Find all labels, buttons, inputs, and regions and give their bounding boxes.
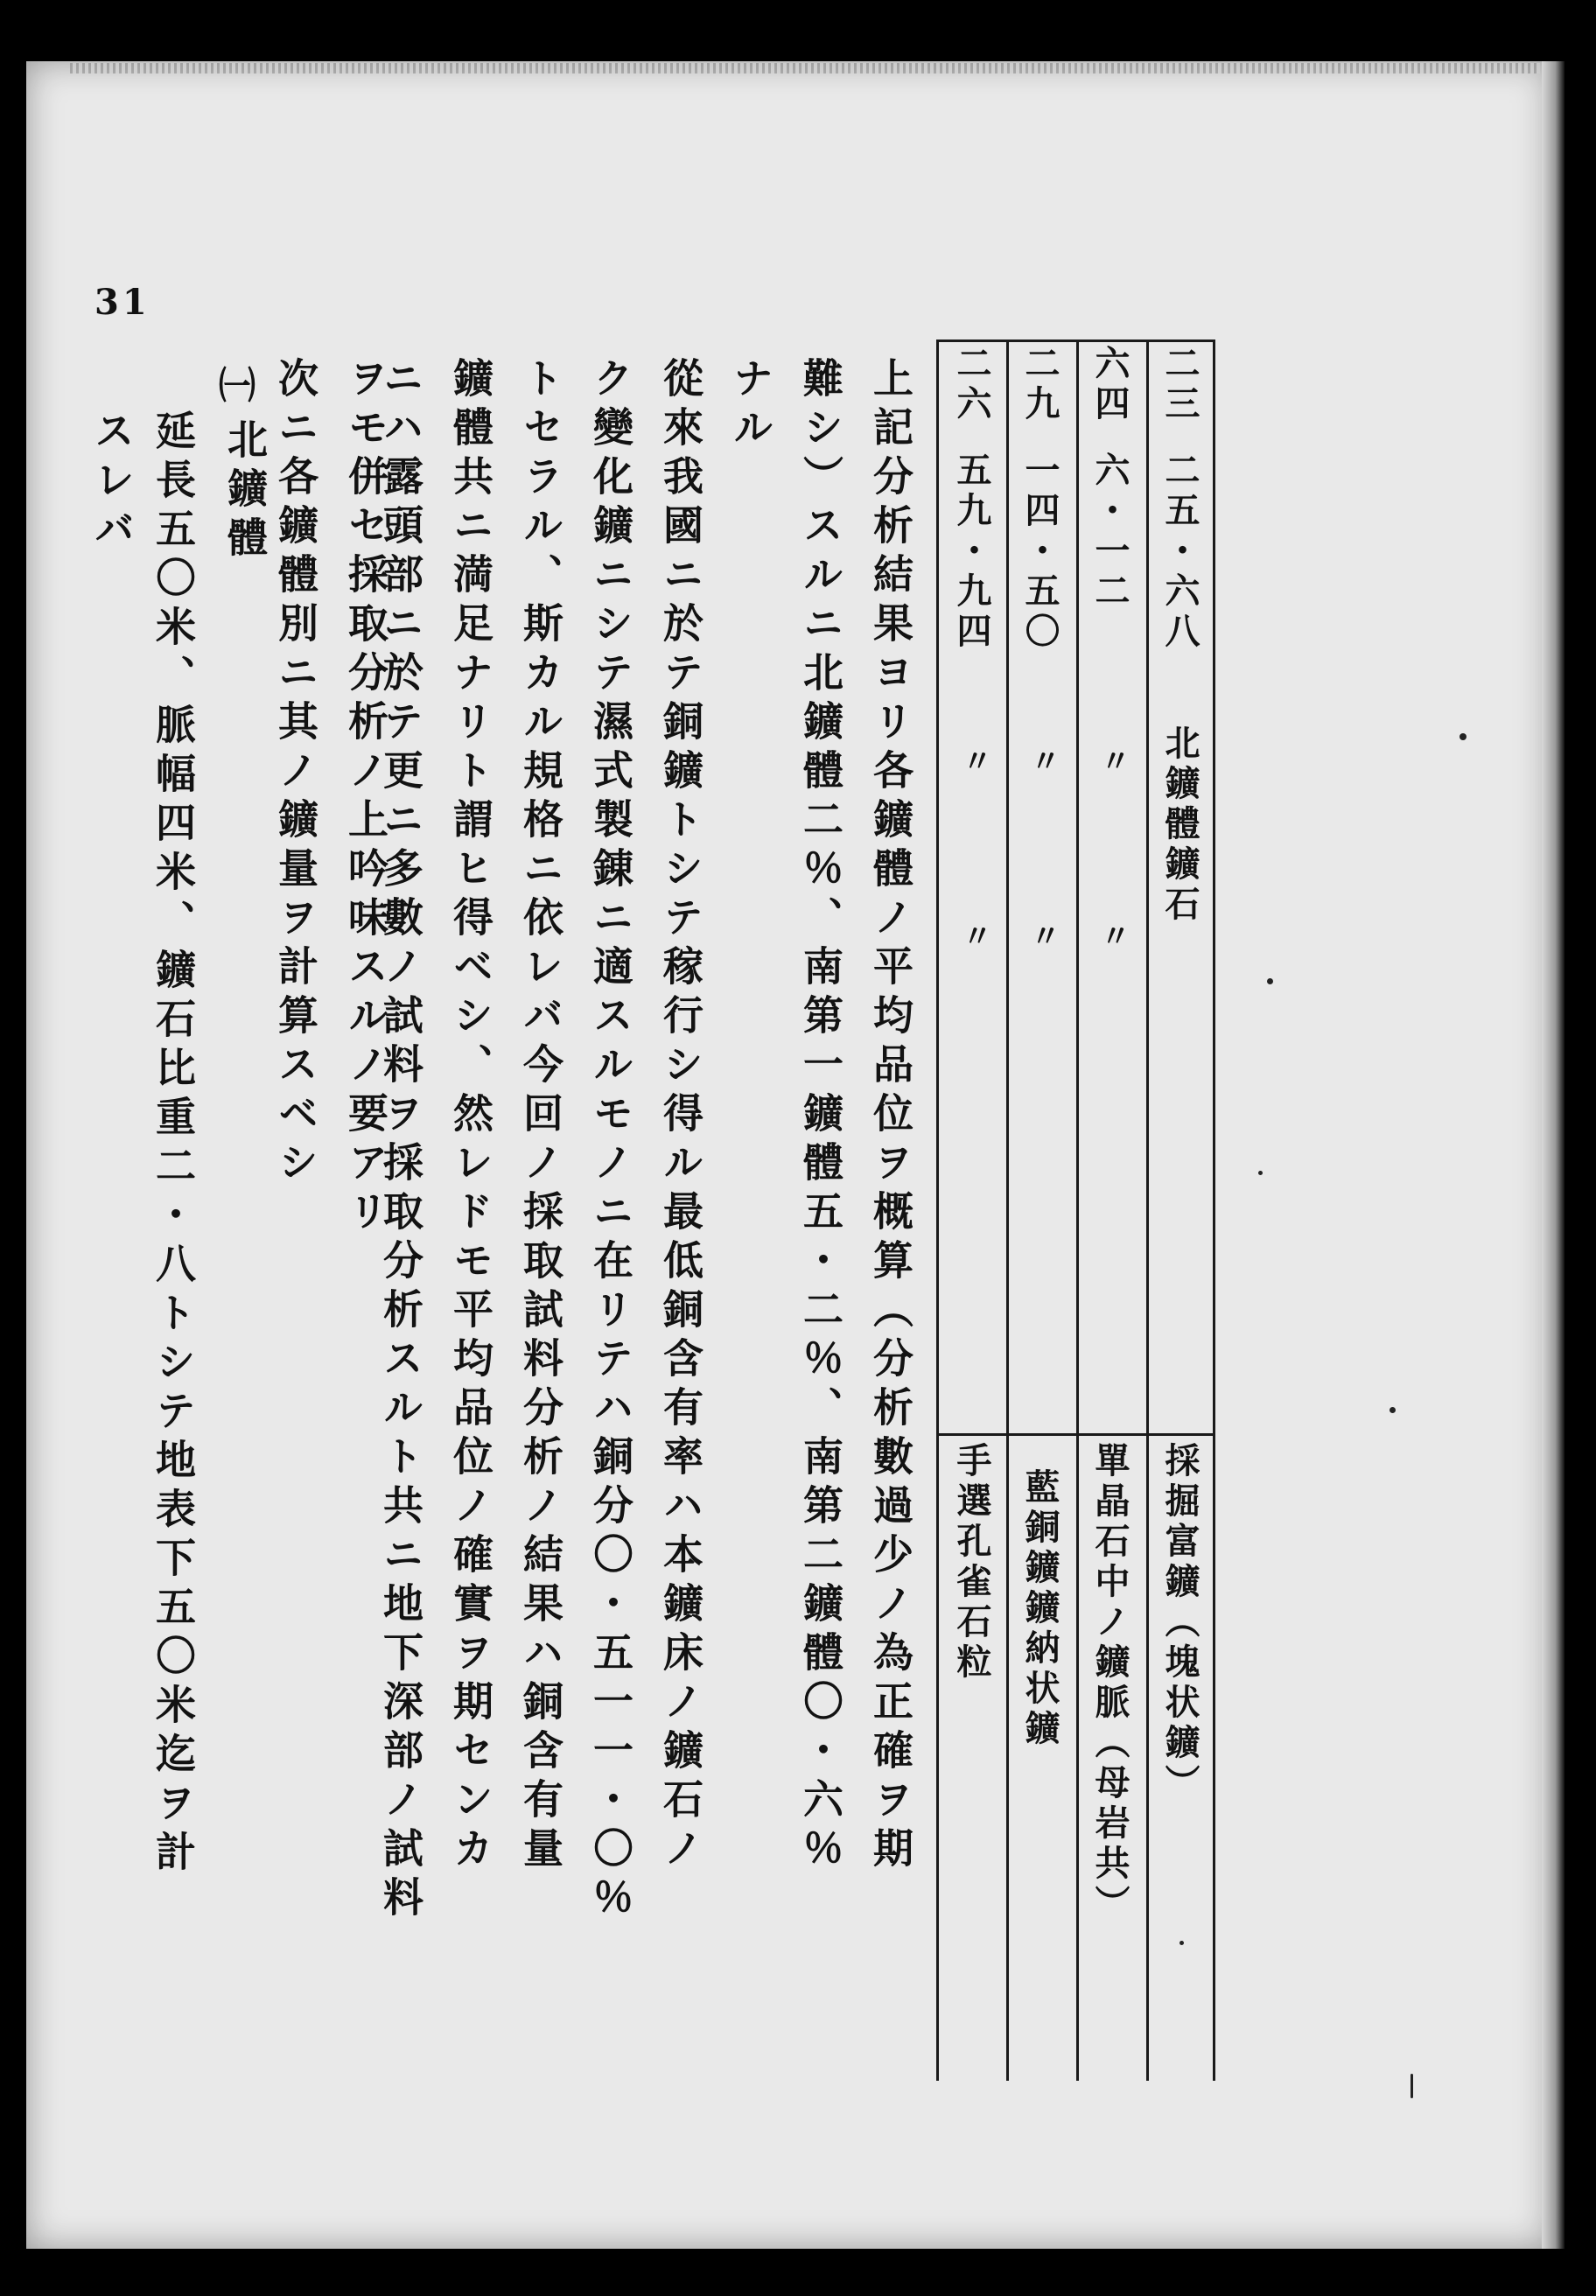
scan-speck	[1460, 733, 1466, 740]
table-row-note: 藍銅鑛鑛納状鑛	[1019, 1468, 1060, 1750]
paragraph-line: ナル	[727, 357, 774, 455]
table-row-note: 手選孔雀石粒	[951, 1442, 992, 1684]
ditto-mark: 〃	[962, 920, 992, 955]
table-rule	[1076, 340, 1079, 2081]
table-row-note: 單晶石中ノ鑛脈（母岩共）	[1089, 1442, 1130, 1925]
page-number: 31	[94, 282, 150, 323]
page-binding-edge	[1542, 61, 1564, 2249]
table-row-number: 六四	[1089, 345, 1130, 425]
paragraph-line: ニハ露頭部ニ於テ更ニ多數ノ試料ヲ採取分析スルト共ニ地下深部ノ試料	[377, 357, 424, 1925]
paragraph-line: トセラル、斯カル規格ニ依レバ今回ノ採取試料分析ノ結果ハ銅含有量	[517, 357, 564, 1876]
table-row-value: 五九・九四	[951, 452, 992, 653]
paragraph-line: ク變化鑛ニシテ濕式製錬ニ適スルモノニ在リテハ銅分〇・五一一・〇％	[587, 357, 634, 1925]
table-top-rule	[936, 340, 1214, 342]
ditto-mark: 〃	[962, 745, 992, 780]
page-top-edge	[70, 63, 1540, 74]
paragraph-line: 鑛體共ニ満足ナリト謂ヒ得ベシ、然レドモ平均品位ノ確實ヲ期センカ	[447, 357, 494, 1876]
paragraph-line: ヲモ併セ採取分析ノ上吟味スルノ要アリ	[342, 357, 389, 1239]
ditto-mark: 〃	[1101, 745, 1130, 780]
table-mid-rule	[936, 1433, 1214, 1436]
table-row-note: 採掘富鑛（塊状鑛）	[1159, 1442, 1200, 1804]
table-row-number: 二三	[1159, 345, 1200, 425]
table-row-name: 北鑛體鑛石	[1159, 724, 1200, 926]
item-line: スレバ	[88, 410, 136, 556]
table-rule	[1213, 340, 1215, 2081]
ditto-mark: 〃	[1031, 920, 1060, 955]
paragraph-line: 上記分析結果ヨリ各鑛體ノ平均品位ヲ概算（分析數過少ノ為正確ヲ期	[867, 357, 914, 1876]
section-title: 北鑛體	[221, 418, 269, 565]
analysis-table	[936, 340, 1214, 2081]
ditto-mark: 〃	[1101, 920, 1130, 955]
paragraph-line: 次ニ各鑛體別ニ其ノ鑛量ヲ計算スベシ	[272, 357, 319, 1190]
table-row-value: 一四・五〇	[1019, 452, 1060, 653]
table-rule	[1146, 340, 1149, 2081]
table-rule	[936, 340, 939, 2081]
scan-speck	[1267, 978, 1273, 984]
section-marker: ㈠	[219, 364, 256, 407]
table-row-number: 二九	[1019, 345, 1060, 425]
table-row-value: 六・一二	[1089, 452, 1130, 612]
ditto-mark: 〃	[1031, 745, 1060, 780]
scan-speck	[1180, 1941, 1184, 1945]
scan-speck	[1390, 1407, 1396, 1413]
paragraph-line: 從來我國ニ於テ銅鑛トシテ稼行シ得ル最低銅含有率ハ本鑛床ノ鑛石ノ	[657, 357, 704, 1876]
scan-speck	[1258, 1171, 1263, 1175]
table-rule	[1006, 340, 1009, 2081]
scan-speck	[1410, 2074, 1413, 2098]
item-line: 延長五〇米、脈幅四米、鑛石比重二・八トシテ地表下五〇米迄ヲ計	[150, 410, 197, 1880]
paragraph-line: 難シ）スルニ北鑛體二％、南第一鑛體五・二％、南第二鑛體〇・六％	[797, 357, 844, 1876]
table-row-value: 二五・六八	[1159, 452, 1200, 653]
table-row-number: 二六	[951, 345, 992, 425]
